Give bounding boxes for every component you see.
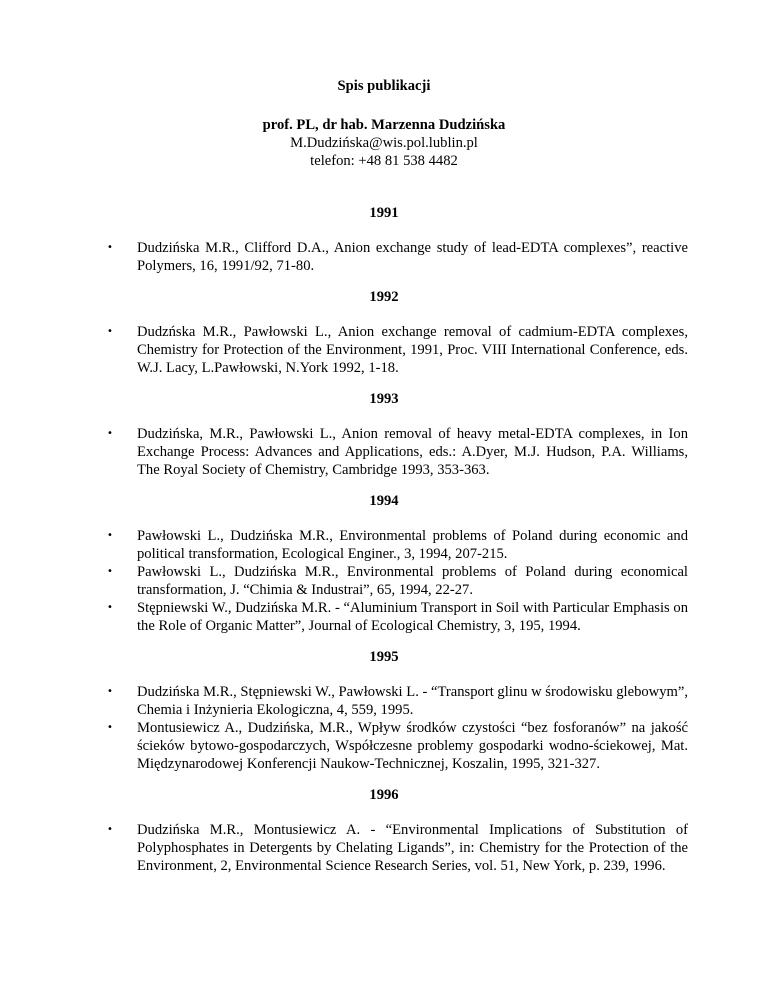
year-heading: 1993 xyxy=(369,391,399,407)
year-heading: 1994 xyxy=(369,493,399,509)
publication-list xyxy=(80,425,688,479)
publication-entry: • Dudzińska M.R., Clifford D.A., Anion exchange study of lead-EDTA complexes”, reactive Polymers, 16, 1991/92, 71-80. xyxy=(137,239,688,275)
publication-entry: • Dudzińska, M.R., Pawłowski L., Anion removal of heavy metal-EDTA complexes, in Ion Exchange Process: Advances and Applications, eds.: A.Dyer, M.J. Hudson, P.A. Williams, The Royal Society of Chemistry, Cambridge 1993, 353-363. xyxy=(137,425,688,479)
publication-list xyxy=(80,821,688,875)
year-section-1992 xyxy=(80,288,688,377)
author-phone: telefon: +48 81 538 4482 xyxy=(310,153,458,169)
author-email: M.Dudzińska@wis.pol.lublin.pl xyxy=(290,135,478,151)
publication-list xyxy=(80,683,688,773)
publication-list xyxy=(80,323,688,377)
document-title: Spis publikacji xyxy=(337,78,431,94)
publication-entry: • Pawłowski L., Dudzińska M.R., Environmental problems of Poland during economical transformation, J. “Chimia & Industrai”, 65, 1994, 22-27. xyxy=(137,563,688,599)
publication-list xyxy=(80,239,688,275)
publication-entry: • Dudzińska M.R., Montusiewicz A. - “Environmental Implications of Substitution of Polyphosphates in Detergents by Chelating Ligands”, in: Chemistry for the Protection of the Environment, 2, Environmental Science Research Series, vol. 51, New York, p. 239, 1996. xyxy=(137,821,688,875)
publication-entry: • Stępniewski W., Dudzińska M.R. - “Aluminium Transport in Soil with Particular Emphasis on the Role of Organic Matter”, Journal of Ecological Chemistry, 3, 195, 1994. xyxy=(137,599,688,635)
publication-entry: • Dudzńska M.R., Pawłowski L., Anion exchange removal of cadmium-EDTA complexes, Chemistry for Protection of the Environment, 1991, Proc. VIII International Conference, eds. W.J. Lacy, L.Pawłowski, N.York 1992, 1-18. xyxy=(137,323,688,377)
year-heading: 1992 xyxy=(369,289,399,305)
year-section-1995 xyxy=(80,648,688,773)
publication-entry: • Montusiewicz A., Dudzińska, M.R., Wpływ środków czystości “bez fosforanów” na jakość ścieków bytowo-gospodarczych, Współczesne problemy gospodarki wodno-ściekowej, Mat. Międzynarodowej Konferencji Naukow-Technicznej, Koszalin, 1995, 321-327. xyxy=(137,719,688,773)
publication-entry: • Pawłowski L., Dudzińska M.R., Environmental problems of Poland during economic and political transformation, Ecological Enginer., 3, 1994, 207-215. xyxy=(137,527,688,563)
year-section-1996 xyxy=(80,786,688,875)
publication-list xyxy=(80,527,688,635)
year-section-1991 xyxy=(80,204,688,275)
publication-entry: • Dudzińska M.R., Stępniewski W., Pawłowski L. - “Transport glinu w środowisku glebowym”, Chemia i Inżynieria Ekologiczna, 4, 559, 1995. xyxy=(137,683,688,719)
year-heading: 1996 xyxy=(369,787,399,803)
document-header xyxy=(80,77,688,170)
year-heading: 1991 xyxy=(369,205,399,221)
year-heading: 1995 xyxy=(369,649,399,665)
year-section-1994 xyxy=(80,492,688,635)
year-section-1993 xyxy=(80,390,688,479)
author-name: prof. PL, dr hab. Marzenna Dudzińska xyxy=(262,117,506,133)
